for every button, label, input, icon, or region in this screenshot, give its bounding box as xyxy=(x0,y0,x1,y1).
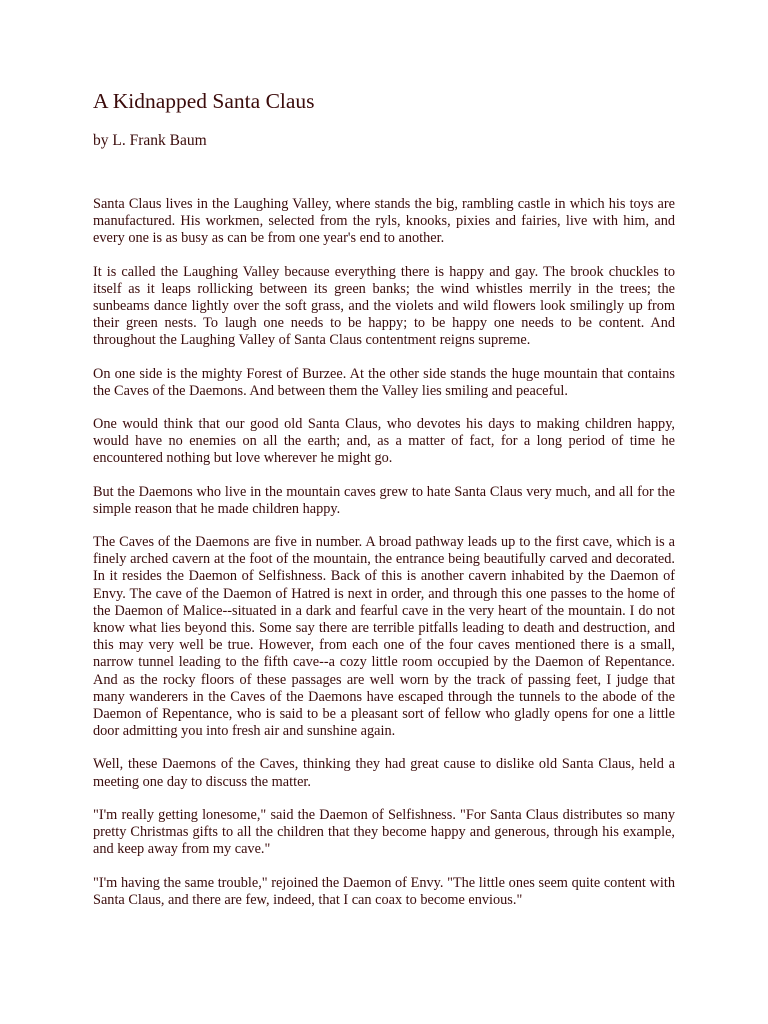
paragraph: The Caves of the Daemons are five in number. A broad pathway leads up to the first cave, which is a finely arched cavern at the foot of the mountain, the entrance being beautifully carved and decorated. In it resides the Daemon of Selfishness. Back of this is another cavern inhabited by the Daemon of Envy. The cave of the Daemon of Hatred is next in order, and through this one passes to the home of the Daemon of Malice--situated in a dark and fearful cave in the very heart of the mountain. I do not know what lies beyond this. Some say there are terrible pitfalls leading to death and destruction, and this may very well be true. However, from each one of the four caves mentioned there is a small, narrow tunnel leading to the fifth cave--a cozy little room occupied by the Daemon of Repentance. And as the rocky floors of these passages are well worn by the track of passing feet, I judge that many wanderers in the Caves of the Daemons have escaped through the tunnels to the abode of the Daemon of Repentance, who is said to be a pleasant sort of fellow who gladly opens for one a little door admitting you into fresh air and sunshine again. xyxy=(93,534,675,740)
paragraph: "I'm having the same trouble," rejoined the Daemon of Envy. "The little ones seem quite content with Santa Claus, and there are few, indeed, that I can coax to become envious." xyxy=(93,874,675,908)
document-page xyxy=(93,86,675,925)
document-body xyxy=(93,196,675,909)
paragraph: But the Daemons who live in the mountain caves grew to hate Santa Claus very much, and all for the simple reason that he made children happy. xyxy=(93,483,675,517)
paragraph: Well, these Daemons of the Caves, thinking they had great cause to dislike old Santa Claus, held a meeting one day to discuss the matter. xyxy=(93,756,675,790)
document-author: by L. Frank Baum xyxy=(93,132,207,149)
paragraph: Santa Claus lives in the Laughing Valley, where stands the big, rambling castle in which his toys are manufactured. His workmen, selected from the ryls, knooks, pixies and fairies, live with him, and every one is as busy as can be from one year's end to another. xyxy=(93,196,675,247)
paragraph: One would think that our good old Santa Claus, who devotes his days to making children happy, would have no enemies on all the earth; and, as a matter of fact, for a long period of time he encountered nothing but love wherever he might go. xyxy=(93,416,675,467)
document-title: A Kidnapped Santa Claus xyxy=(93,89,315,113)
paragraph: "I'm really getting lonesome," said the Daemon of Selfishness. "For Santa Claus distributes so many pretty Christmas gifts to all the children that they become happy and generous, through his example, and keep away from my cave." xyxy=(93,806,675,858)
paragraph: It is called the Laughing Valley because everything there is happy and gay. The brook chuckles to itself as it leaps rollicking between its green banks; the wind whistles merrily in the trees; the sunbeams dance lightly over the soft grass, and the violets and wild flowers look smilingly up from their green nests. To laugh one needs to be happy; to be happy one needs to be content. And throughout the Laughing Valley of Santa Claus contentment reigns supreme. xyxy=(93,263,675,349)
paragraph: On one side is the mighty Forest of Burzee. At the other side stands the huge mountain that contains the Caves of the Daemons. And between them the Valley lies smiling and peaceful. xyxy=(93,365,675,399)
